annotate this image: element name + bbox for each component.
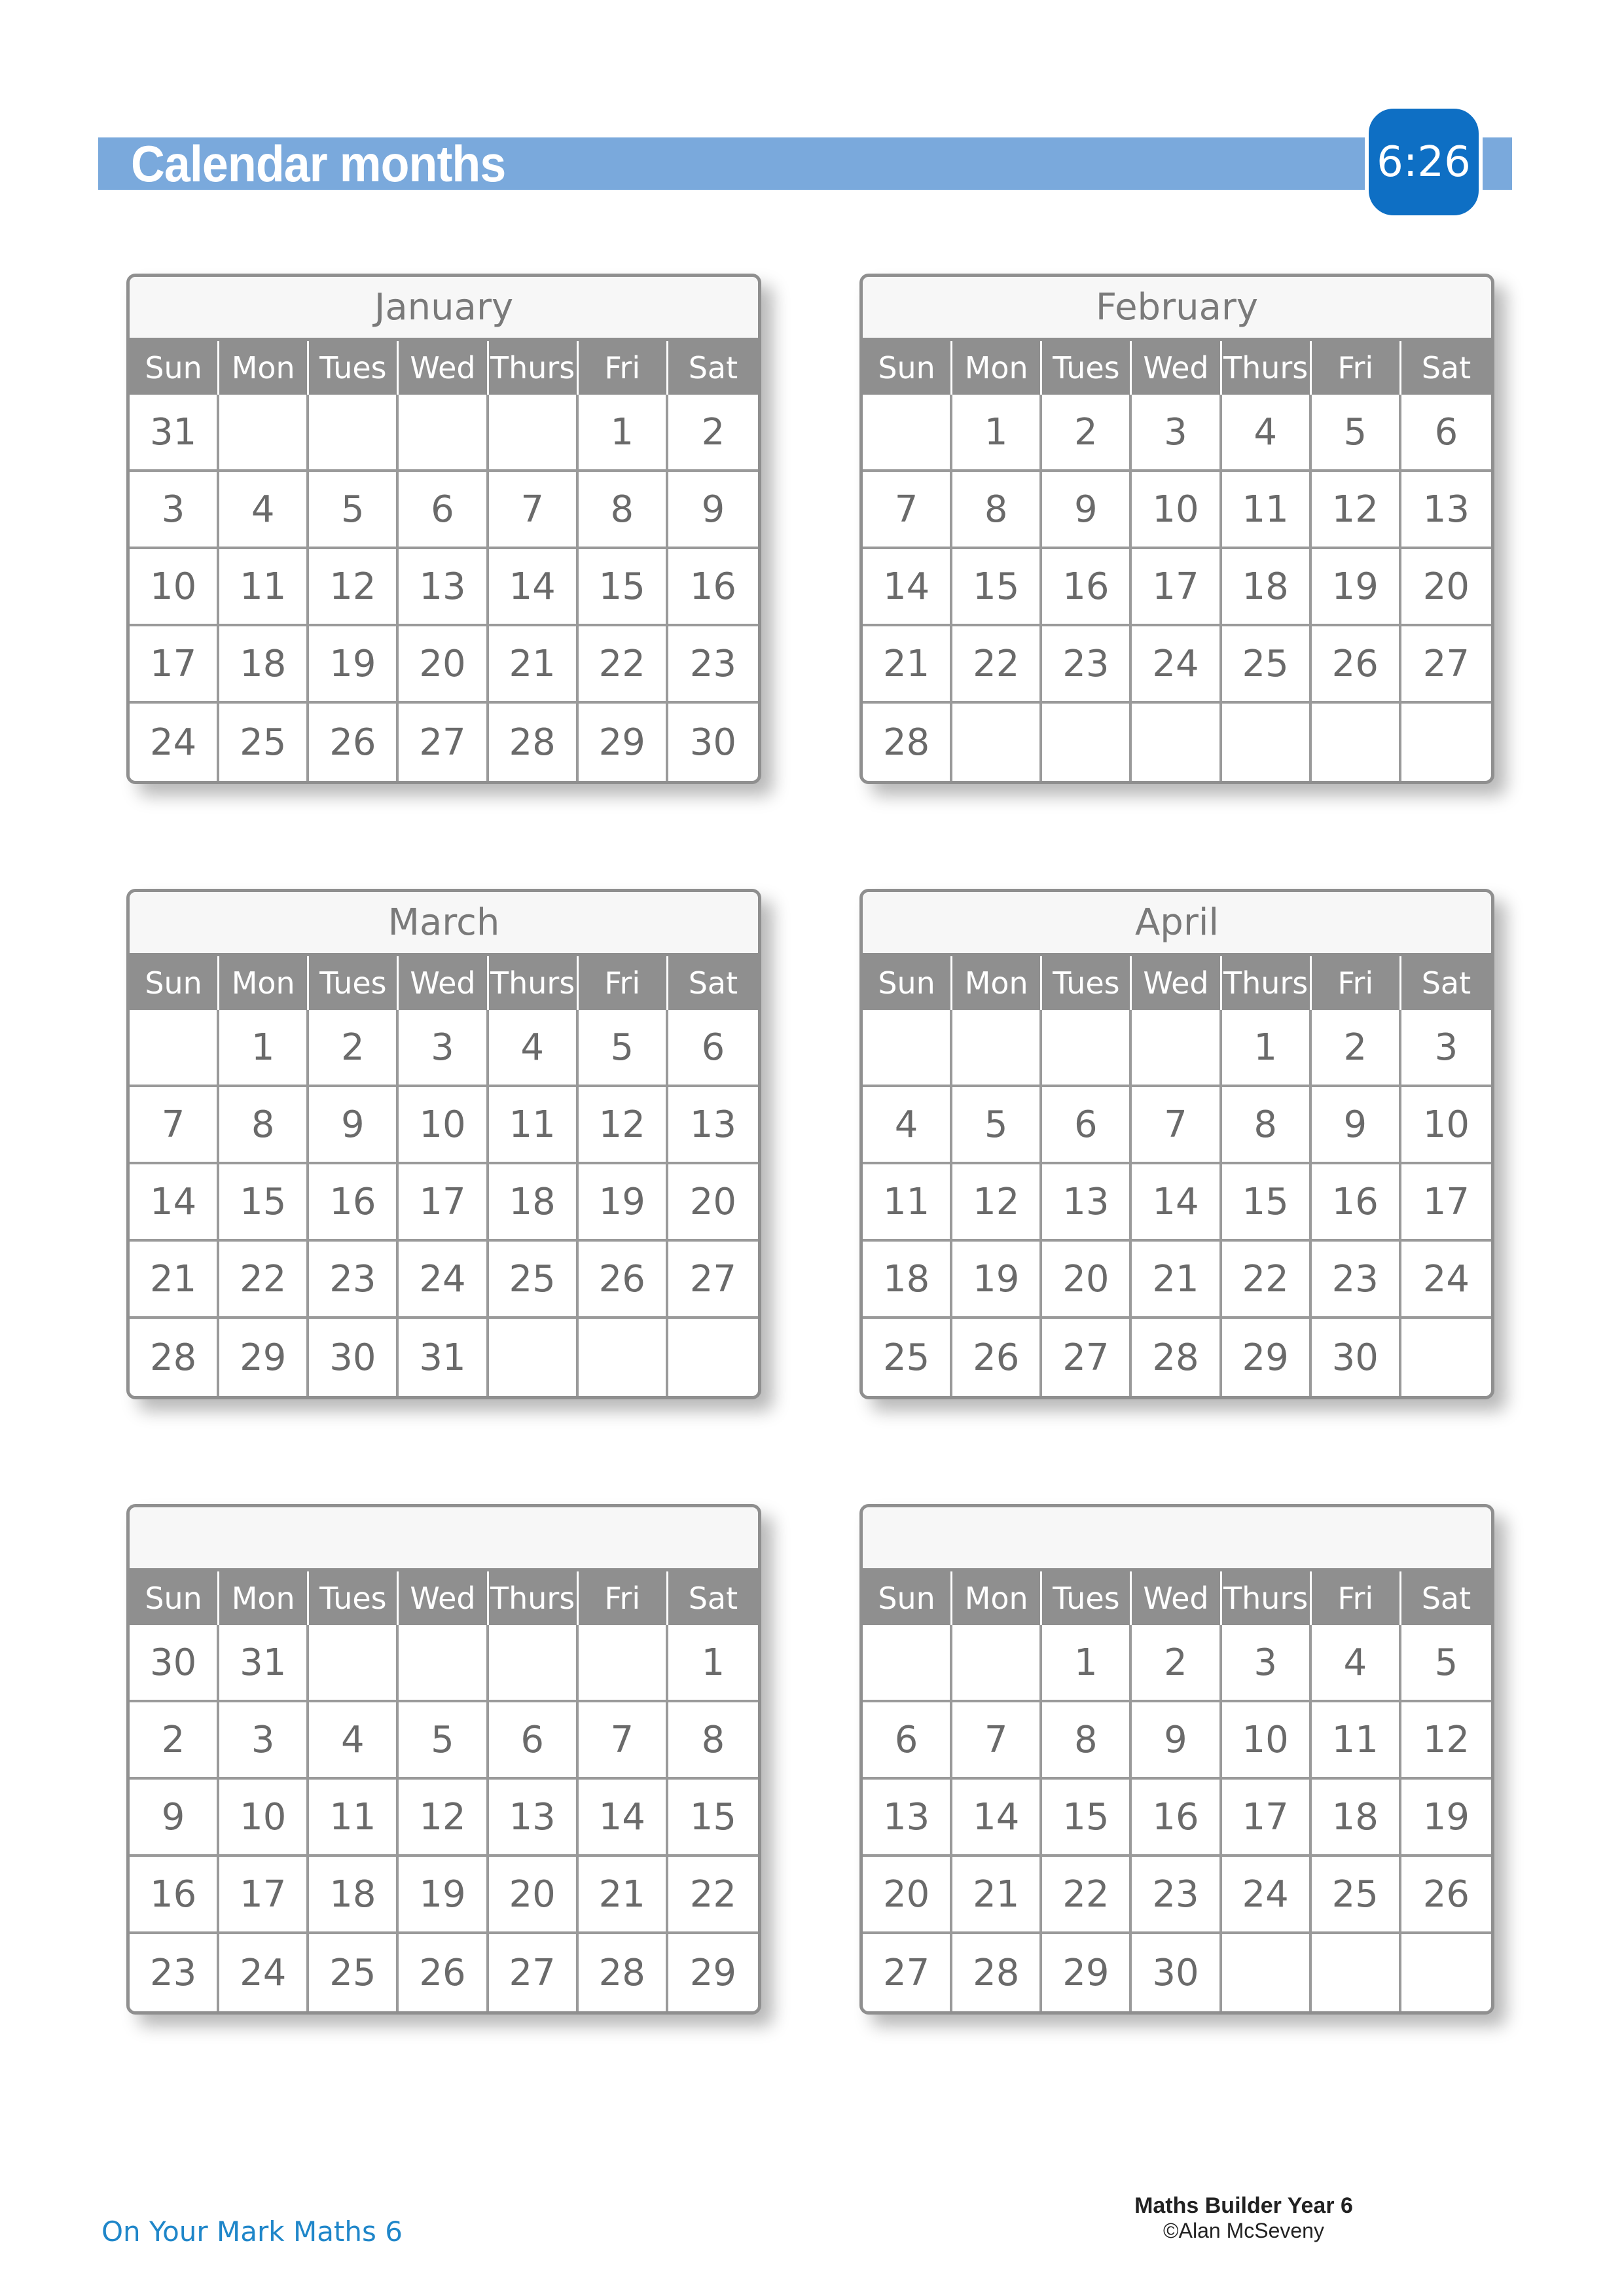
- date-cell: [863, 395, 952, 472]
- date-cell: 19: [1312, 549, 1401, 626]
- weekday-label: Sat: [1421, 965, 1471, 1001]
- date-cell: [1132, 1010, 1221, 1087]
- date-cell: 12: [579, 1087, 668, 1164]
- date-cell: [1042, 1010, 1132, 1087]
- date-cell: 29: [579, 704, 668, 781]
- date-cell: 18: [863, 1242, 952, 1319]
- weekday-label: Fri: [579, 956, 668, 1010]
- weekday-label: Sun: [863, 1571, 952, 1625]
- date-cell: 13: [1042, 1164, 1132, 1242]
- date-cell: 9: [1312, 1087, 1401, 1164]
- date-cell: 21: [952, 1857, 1042, 1934]
- date-cell: [1312, 704, 1401, 781]
- date-cell: 23: [309, 1242, 399, 1319]
- date-cell: 14: [130, 1164, 219, 1242]
- date-cell: 2: [1042, 395, 1132, 472]
- date-cell: 30: [689, 721, 737, 764]
- date-cell: 26: [579, 1242, 668, 1319]
- calendar-month: [126, 274, 761, 784]
- weekday-label: Sat: [1421, 1581, 1471, 1616]
- date-cell: 29: [689, 1951, 737, 1994]
- date-cell: 3: [1132, 395, 1221, 472]
- weekday-header-row: [863, 956, 1491, 1010]
- date-cell: 4: [309, 1702, 399, 1780]
- date-cell: 5: [952, 1087, 1042, 1164]
- date-cell: 29: [219, 1319, 309, 1396]
- date-cell: 17: [399, 1164, 488, 1242]
- date-cell: 14: [579, 1780, 668, 1857]
- weekday-label: Mon: [219, 341, 309, 395]
- date-cell: 21: [1132, 1242, 1221, 1319]
- date-cell: [863, 1010, 952, 1087]
- weekday-label: Thurs: [1222, 341, 1312, 395]
- date-cell: 16: [668, 549, 758, 626]
- date-cell: 27: [399, 704, 488, 781]
- date-grid: [863, 1010, 1491, 1396]
- page-number-badge: 6:26: [1365, 105, 1483, 219]
- weekday-label: Sat: [688, 965, 738, 1001]
- date-cell: 29: [1042, 1934, 1132, 2011]
- weekday-label: Mon: [952, 341, 1042, 395]
- weekday-header-row: [863, 341, 1491, 395]
- weekday-label: Sat: [688, 1581, 738, 1616]
- date-cell: [1401, 704, 1491, 781]
- date-cell: [1401, 1319, 1491, 1396]
- date-cell: 9: [130, 1780, 219, 1857]
- date-cell: 10: [219, 1780, 309, 1857]
- weekday-label: Sat: [688, 350, 738, 386]
- date-cell: 19: [309, 626, 399, 704]
- date-cell: 20: [489, 1857, 579, 1934]
- date-cell: 8: [1042, 1702, 1132, 1780]
- date-cell: 2: [1312, 1010, 1401, 1087]
- date-cell: 1: [219, 1010, 309, 1087]
- month-name: January: [130, 277, 758, 341]
- date-cell: 28: [489, 704, 579, 781]
- date-cell: 1: [579, 395, 668, 472]
- date-cell: 18: [219, 626, 309, 704]
- weekday-label: Wed: [399, 1571, 488, 1625]
- date-cell: 9: [1132, 1702, 1221, 1780]
- date-cell: 8: [219, 1087, 309, 1164]
- weekday-label: Wed: [399, 341, 488, 395]
- date-cell: 14: [952, 1780, 1042, 1857]
- date-cell: 17: [130, 626, 219, 704]
- weekday-label: Sun: [130, 1571, 219, 1625]
- date-cell: 23: [130, 1934, 219, 2011]
- weekday-label: Mon: [952, 956, 1042, 1010]
- date-cell: 16: [309, 1164, 399, 1242]
- date-cell: 28: [579, 1934, 668, 2011]
- date-cell: 11: [863, 1164, 952, 1242]
- date-cell: 5: [399, 1702, 488, 1780]
- weekday-label: Fri: [579, 1571, 668, 1625]
- date-cell: 3: [1222, 1625, 1312, 1702]
- date-cell: 3: [399, 1010, 488, 1087]
- date-cell: 7: [863, 472, 952, 549]
- date-cell: 7: [579, 1702, 668, 1780]
- weekday-label: Wed: [1132, 956, 1221, 1010]
- date-cell: 13: [399, 549, 488, 626]
- date-cell: 3: [1401, 1010, 1491, 1087]
- date-cell: 21: [130, 1242, 219, 1319]
- date-cell: 3: [130, 472, 219, 549]
- date-cell: 10: [1401, 1087, 1491, 1164]
- footer-series-name: On Your Mark Maths 6: [101, 2215, 403, 2248]
- date-cell: 5: [1312, 395, 1401, 472]
- date-cell: 22: [579, 626, 668, 704]
- footer-credits: [1080, 2193, 1407, 2242]
- date-cell: 30: [309, 1319, 399, 1396]
- date-cell: 13: [1401, 472, 1491, 549]
- date-cell: [1042, 704, 1132, 781]
- date-cell: 27: [489, 1934, 579, 2011]
- weekday-label: Fri: [579, 341, 668, 395]
- date-cell: 25: [309, 1934, 399, 2011]
- date-grid: [130, 395, 758, 781]
- date-cell: 31: [399, 1319, 488, 1396]
- date-cell: 28: [952, 1934, 1042, 2011]
- weekday-label: Thurs: [489, 341, 579, 395]
- date-cell: 7: [1132, 1087, 1221, 1164]
- date-cell: 9: [309, 1087, 399, 1164]
- weekday-header-row: [130, 341, 758, 395]
- date-cell: [489, 395, 579, 472]
- date-cell: 15: [579, 549, 668, 626]
- weekday-label: Sat: [1421, 350, 1471, 386]
- date-cell: 18: [489, 1164, 579, 1242]
- date-cell: 20: [863, 1857, 952, 1934]
- date-grid: [863, 395, 1491, 781]
- date-cell: 20: [668, 1164, 758, 1242]
- date-cell: 8: [668, 1702, 758, 1780]
- date-cell: 20: [1401, 549, 1491, 626]
- date-cell: 22: [952, 626, 1042, 704]
- date-cell: 14: [863, 549, 952, 626]
- weekday-label: Wed: [1132, 1571, 1221, 1625]
- date-cell: 14: [489, 549, 579, 626]
- date-cell: 7: [489, 472, 579, 549]
- date-cell: 11: [309, 1780, 399, 1857]
- date-cell: 9: [668, 472, 758, 549]
- date-cell: 17: [219, 1857, 309, 1934]
- date-cell: 23: [1042, 626, 1132, 704]
- date-cell: 5: [579, 1010, 668, 1087]
- date-cell: 21: [489, 626, 579, 704]
- calendar-month: [859, 274, 1494, 784]
- date-cell: 16: [1312, 1164, 1401, 1242]
- date-cell: 6: [1042, 1087, 1132, 1164]
- date-cell: 15: [1222, 1164, 1312, 1242]
- date-cell: 21: [863, 626, 952, 704]
- footer-book-title: Maths Builder Year 6: [1134, 2193, 1353, 2218]
- date-cell: 25: [1312, 1857, 1401, 1934]
- date-cell: 18: [1222, 549, 1312, 626]
- month-name: March: [130, 892, 758, 956]
- date-cell: [952, 704, 1042, 781]
- date-cell: 14: [1132, 1164, 1221, 1242]
- date-cell: 27: [863, 1934, 952, 2011]
- calendar-month: [126, 1504, 761, 2015]
- date-cell: 16: [1042, 549, 1132, 626]
- date-cell: 19: [579, 1164, 668, 1242]
- date-cell: 4: [863, 1087, 952, 1164]
- date-cell: 18: [1312, 1780, 1401, 1857]
- date-cell: 12: [399, 1780, 488, 1857]
- date-cell: 23: [1132, 1857, 1221, 1934]
- date-cell: 18: [309, 1857, 399, 1934]
- date-cell: 13: [489, 1780, 579, 1857]
- date-cell: [1312, 1934, 1401, 2011]
- weekday-label: Fri: [1312, 341, 1401, 395]
- page-title: Calendar months: [131, 135, 506, 192]
- date-cell: 12: [1312, 472, 1401, 549]
- date-cell: [130, 1010, 219, 1087]
- date-cell: 25: [863, 1319, 952, 1396]
- date-cell: [309, 1625, 399, 1702]
- date-cell: 24: [130, 704, 219, 781]
- weekday-label: Tues: [309, 1571, 399, 1625]
- date-cell: 22: [1042, 1857, 1132, 1934]
- date-cell: 15: [1042, 1780, 1132, 1857]
- date-cell: 7: [130, 1087, 219, 1164]
- date-cell: 24: [399, 1242, 488, 1319]
- date-cell: [399, 1625, 488, 1702]
- weekday-label: Thurs: [1222, 1571, 1312, 1625]
- weekday-label: Wed: [399, 956, 488, 1010]
- date-cell: 26: [952, 1319, 1042, 1396]
- date-cell: 28: [1132, 1319, 1221, 1396]
- date-cell: 4: [219, 472, 309, 549]
- date-cell: 2: [668, 395, 758, 472]
- date-cell: 11: [219, 549, 309, 626]
- weekday-header-row: [130, 956, 758, 1010]
- date-cell: 30: [130, 1625, 219, 1702]
- date-cell: 26: [309, 704, 399, 781]
- weekday-header-row: [863, 1571, 1491, 1625]
- weekday-header-row: [130, 1571, 758, 1625]
- date-cell: [668, 1319, 758, 1396]
- date-cell: 27: [1401, 626, 1491, 704]
- date-cell: 11: [1312, 1702, 1401, 1780]
- date-grid: [130, 1625, 758, 2011]
- date-cell: 1: [1222, 1010, 1312, 1087]
- date-cell: 10: [399, 1087, 488, 1164]
- date-cell: 2: [309, 1010, 399, 1087]
- date-cell: [579, 1625, 668, 1702]
- date-cell: 16: [130, 1857, 219, 1934]
- date-cell: 10: [130, 549, 219, 626]
- date-cell: 24: [219, 1934, 309, 2011]
- date-cell: 4: [489, 1010, 579, 1087]
- date-cell: 3: [219, 1702, 309, 1780]
- calendar-month: [126, 889, 761, 1399]
- date-cell: 2: [130, 1702, 219, 1780]
- date-cell: 23: [668, 626, 758, 704]
- date-cell: 26: [1401, 1857, 1491, 1934]
- date-cell: [309, 395, 399, 472]
- date-grid: [130, 1010, 758, 1396]
- date-cell: 21: [579, 1857, 668, 1934]
- date-cell: 1: [668, 1625, 758, 1702]
- calendar-month: [859, 1504, 1494, 2015]
- month-name: February: [863, 277, 1491, 341]
- footer-copyright: ©Alan McSeveny: [1163, 2219, 1324, 2242]
- calendar-month: [859, 889, 1494, 1399]
- date-cell: 1: [952, 395, 1042, 472]
- date-cell: 12: [952, 1164, 1042, 1242]
- date-cell: [1401, 1934, 1491, 2011]
- date-cell: 22: [668, 1857, 758, 1934]
- weekday-label: Fri: [1312, 1571, 1401, 1625]
- weekday-label: Wed: [1132, 341, 1221, 395]
- date-cell: 20: [399, 626, 488, 704]
- date-cell: [1222, 704, 1312, 781]
- date-cell: 25: [1222, 626, 1312, 704]
- date-cell: 7: [952, 1702, 1042, 1780]
- weekday-label: Tues: [309, 341, 399, 395]
- date-cell: 20: [1042, 1242, 1132, 1319]
- weekday-label: Thurs: [489, 956, 579, 1010]
- date-cell: 9: [1042, 472, 1132, 549]
- weekday-label: Sun: [863, 341, 952, 395]
- date-cell: 1: [1042, 1625, 1132, 1702]
- date-cell: 16: [1132, 1780, 1221, 1857]
- date-cell: 23: [1312, 1242, 1401, 1319]
- date-cell: 31: [130, 395, 219, 472]
- date-cell: 31: [219, 1625, 309, 1702]
- date-cell: 13: [863, 1780, 952, 1857]
- date-cell: 11: [1222, 472, 1312, 549]
- date-cell: 8: [579, 472, 668, 549]
- month-name: [130, 1507, 758, 1571]
- date-cell: [952, 1010, 1042, 1087]
- date-grid: [863, 1625, 1491, 2011]
- weekday-label: Sun: [130, 341, 219, 395]
- date-cell: [489, 1625, 579, 1702]
- date-cell: 5: [1401, 1625, 1491, 1702]
- date-cell: 30: [1312, 1319, 1401, 1396]
- date-cell: 2: [1132, 1625, 1221, 1702]
- date-cell: 6: [399, 472, 488, 549]
- date-cell: 8: [1222, 1087, 1312, 1164]
- date-cell: 17: [1401, 1164, 1491, 1242]
- date-cell: 19: [952, 1242, 1042, 1319]
- date-cell: [219, 395, 309, 472]
- date-cell: 15: [219, 1164, 309, 1242]
- date-cell: 10: [1222, 1702, 1312, 1780]
- date-cell: [1132, 704, 1221, 781]
- date-cell: 30: [1132, 1934, 1221, 2011]
- date-cell: [952, 1625, 1042, 1702]
- weekday-label: Tues: [1042, 341, 1132, 395]
- weekday-label: Tues: [1042, 956, 1132, 1010]
- weekday-label: Tues: [309, 956, 399, 1010]
- title-bar: [98, 137, 1512, 190]
- weekday-label: Mon: [952, 1571, 1042, 1625]
- date-cell: 13: [668, 1087, 758, 1164]
- date-cell: 17: [1222, 1780, 1312, 1857]
- date-cell: 15: [668, 1780, 758, 1857]
- date-cell: 17: [1132, 549, 1221, 626]
- date-cell: 19: [1401, 1780, 1491, 1857]
- date-cell: 28: [130, 1319, 219, 1396]
- date-cell: 25: [489, 1242, 579, 1319]
- date-cell: [1222, 1934, 1312, 2011]
- date-cell: 19: [399, 1857, 488, 1934]
- date-cell: 12: [309, 549, 399, 626]
- date-cell: 24: [1401, 1242, 1491, 1319]
- date-cell: 6: [489, 1702, 579, 1780]
- weekday-label: Mon: [219, 956, 309, 1010]
- weekday-label: Thurs: [1222, 956, 1312, 1010]
- date-cell: 29: [1222, 1319, 1312, 1396]
- weekday-label: Sun: [130, 956, 219, 1010]
- weekday-label: Tues: [1042, 1571, 1132, 1625]
- date-cell: 28: [863, 704, 952, 781]
- date-cell: 22: [219, 1242, 309, 1319]
- date-cell: 25: [219, 704, 309, 781]
- date-cell: 6: [1401, 395, 1491, 472]
- month-name: April: [863, 892, 1491, 956]
- date-cell: 10: [1132, 472, 1221, 549]
- date-cell: 27: [668, 1242, 758, 1319]
- date-cell: [863, 1625, 952, 1702]
- date-cell: [399, 395, 488, 472]
- date-cell: 15: [952, 549, 1042, 626]
- date-cell: 12: [1401, 1702, 1491, 1780]
- date-cell: 26: [1312, 626, 1401, 704]
- weekday-label: Mon: [219, 1571, 309, 1625]
- weekday-label: Fri: [1312, 956, 1401, 1010]
- date-cell: 24: [1222, 1857, 1312, 1934]
- date-cell: 6: [863, 1702, 952, 1780]
- date-cell: 4: [1312, 1625, 1401, 1702]
- weekday-label: Thurs: [489, 1571, 579, 1625]
- date-cell: 4: [1222, 395, 1312, 472]
- weekday-label: Sun: [863, 956, 952, 1010]
- date-cell: 5: [309, 472, 399, 549]
- date-cell: 6: [668, 1010, 758, 1087]
- date-cell: 11: [489, 1087, 579, 1164]
- date-cell: 26: [399, 1934, 488, 2011]
- date-cell: 27: [1042, 1319, 1132, 1396]
- date-cell: 24: [1132, 626, 1221, 704]
- month-name: [863, 1507, 1491, 1571]
- date-cell: 22: [1222, 1242, 1312, 1319]
- date-cell: [489, 1319, 579, 1396]
- date-cell: 8: [952, 472, 1042, 549]
- date-cell: [579, 1319, 668, 1396]
